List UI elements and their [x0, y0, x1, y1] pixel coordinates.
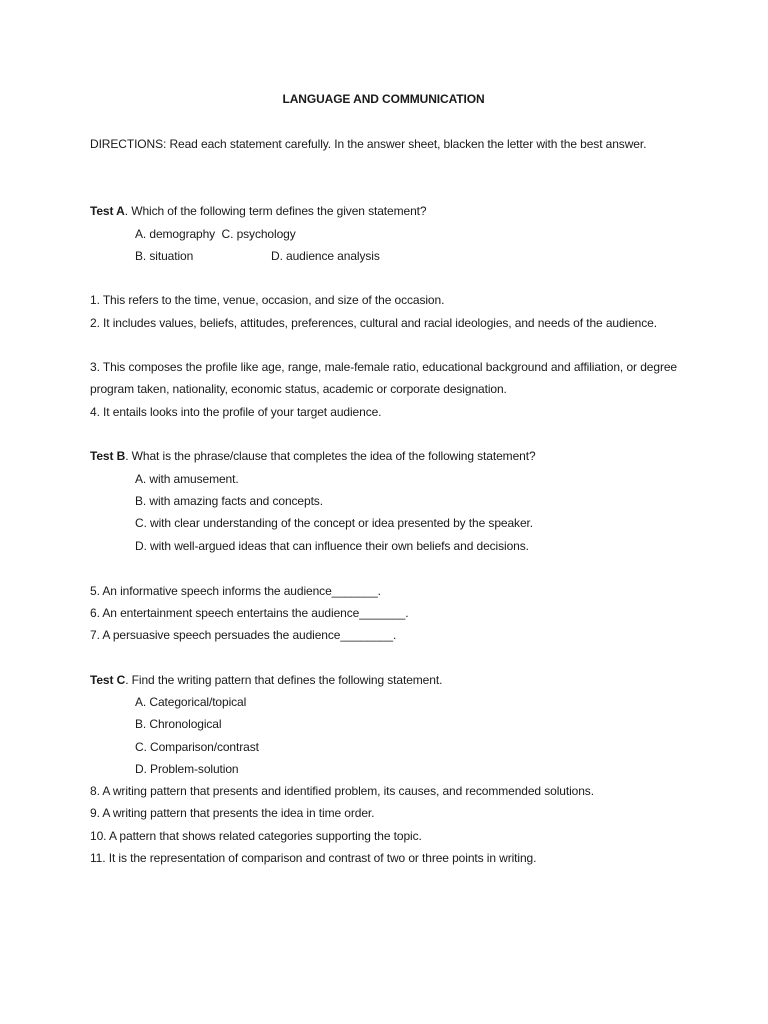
page-title: LANGUAGE AND COMMUNICATION [282, 92, 485, 106]
test-a-heading [90, 200, 677, 222]
question-11: 11. It is the representation of comparison and contrast of two or three points in writing. [90, 851, 537, 865]
question-7: 7. A persuasive speech persuades the audience________. [90, 628, 397, 642]
test-c-option-b: B. Chronological [135, 717, 222, 731]
question-8: 8. A writing pattern that presents and identified problem, its causes, and recommended solutions. [90, 784, 594, 798]
directions-text: DIRECTIONS: Read each statement carefully. In the answer sheet, blacken the letter with the best answer. [90, 137, 647, 151]
question-9: 9. A writing pattern that presents the idea in time order. [90, 806, 375, 820]
test-a-option-d: D. audience analysis [271, 249, 380, 263]
test-c-label: Test C [90, 673, 126, 687]
test-a-instruction: . Which of the following term defines the given statement? [124, 204, 427, 218]
question-6: 6. An entertainment speech entertains the audience_______. [90, 606, 409, 620]
test-b-instruction: . What is the phrase/clause that completes the idea of the following statement? [125, 449, 536, 463]
test-b-option-d: D. with well-argued ideas that can influence their own beliefs and decisions. [135, 539, 529, 553]
test-c-heading [90, 669, 677, 691]
question-10: 10. A pattern that shows related categories supporting the topic. [90, 829, 422, 843]
test-b-label: Test B [90, 449, 126, 463]
question-2: 2. It includes values, beliefs, attitudes, preferences, cultural and racial ideologies, and needs of the audience. [90, 316, 657, 330]
question-5: 5. An informative speech informs the audience_______. [90, 584, 381, 598]
test-a-options-row1: A. demography C. psychology [135, 227, 296, 241]
test-b-heading [90, 445, 677, 467]
test-c-option-a: A. Categorical/topical [135, 695, 247, 709]
question-4: 4. It entails looks into the profile of your target audience. [90, 405, 382, 419]
test-a-option-b: B. situation [135, 249, 194, 263]
test-a-options-row2 [90, 245, 722, 267]
question-1: 1. This refers to the time, venue, occasion, and size of the occasion. [90, 293, 445, 307]
test-c-option-c: C. Comparison/contrast [135, 740, 259, 754]
question-3: 3. This composes the profile like age, range, male-female ratio, educational background and affiliation, or degree program taken, nationality, economic status, academic or corporate designation. [90, 360, 677, 397]
test-a-label: Test A [90, 204, 125, 218]
test-b-option-c: C. with clear understanding of the concept or idea presented by the speaker. [135, 516, 533, 530]
test-b-option-a: A. with amusement. [135, 472, 239, 486]
test-c-instruction: . Find the writing pattern that defines the following statement. [125, 673, 443, 687]
test-b-option-b: B. with amazing facts and concepts. [135, 494, 323, 508]
test-c-option-d: D. Problem-solution [135, 762, 239, 776]
